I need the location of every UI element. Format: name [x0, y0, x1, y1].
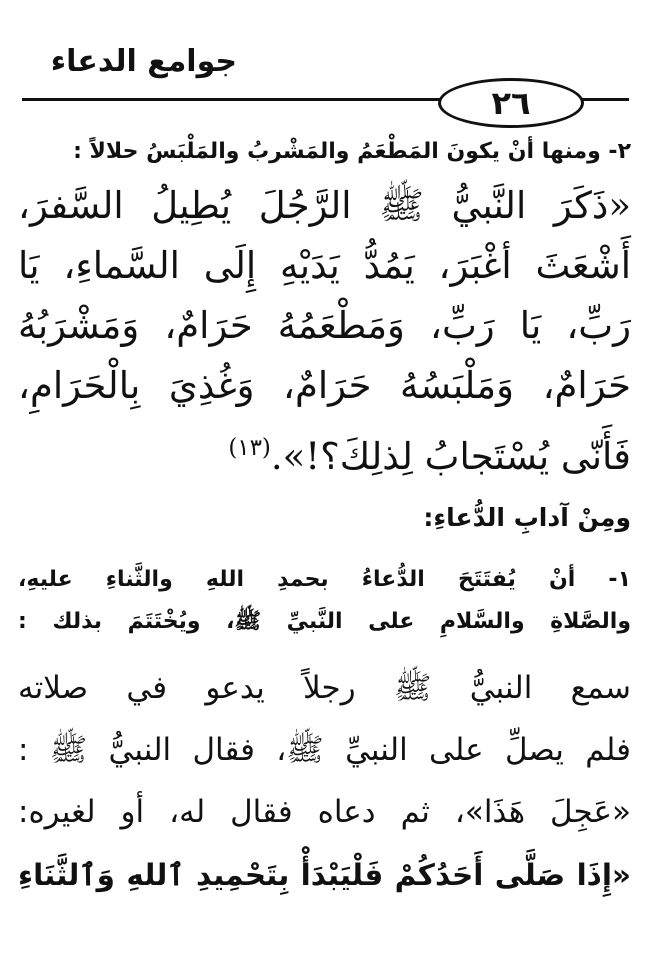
footnote-reference: (١٣) [228, 435, 271, 461]
quote-line-1: «ذَكَرَ النَّبيُّ ﷺ الرَّجُلَ يُطِيلُ السَّفرَ، [18, 184, 631, 227]
header-rule-left [22, 98, 509, 101]
page-number-badge [438, 78, 584, 128]
quote-line-2: أَشْعَثَ أغْبَرَ، يَمُدُّ يَدَيْهِ إِلَى السَّماءِ، يَا [18, 244, 631, 287]
quote-line-5-text: فَأَنّى يُسْتَجابُ لِذلِكَ؟!». [270, 434, 631, 478]
body-line-3: «عَجِلَ هَذَا»، ثم دعاه فقال له، أو لغيره: [18, 794, 631, 830]
section2-heading: ومِنْ آدابِ الدُّعاءِ: [423, 503, 631, 532]
item1-line-2: والصَّلاةِ والسَّلامِ على النَّبيِّ ﷺ، ويُخْتَتَمَ بذلك : [18, 609, 631, 634]
body-line-1: سمع النبيُّ ﷺ رجلاً يدعو في صلاته [18, 670, 631, 706]
body-line-4: «إِذَا صَلَّى أَحَدُكُمْ فَلْيَبْدَأْ بِتَحْمِيدِ ٱللهِ وَٱلثَّنَاءِ [18, 858, 631, 892]
quote-line-5 [18, 418, 631, 487]
page-number: ٢٦ [491, 84, 531, 122]
item1-line-1: ١- أنْ يُفتَتَحَ الدُّعاءُ بحمدِ اللهِ والثَّناءِ عليهِ، [18, 567, 631, 592]
section1-heading: ٢- ومنها أنْ يكونَ المَطْعَمُ والمَشْربُ والمَلْبَسُ حلالاً : [73, 139, 631, 164]
quote-line-3: رَبِّ، يَا رَبِّ، وَمَطْعَمُهُ حَرَامٌ، وَمَشْرَبُهُ [18, 304, 631, 347]
body-line-2: فلم يصلِّ على النبيِّ ﷺ، فقال النبيُّ ﷺ : [18, 732, 631, 768]
book-title: جوامع الدعاء [50, 44, 237, 79]
quote-line-4: حَرَامٌ، وَمَلْبَسُهُ حَرَامٌ، وَغُذِيَ بِالْحَرَامِ، [18, 364, 631, 407]
